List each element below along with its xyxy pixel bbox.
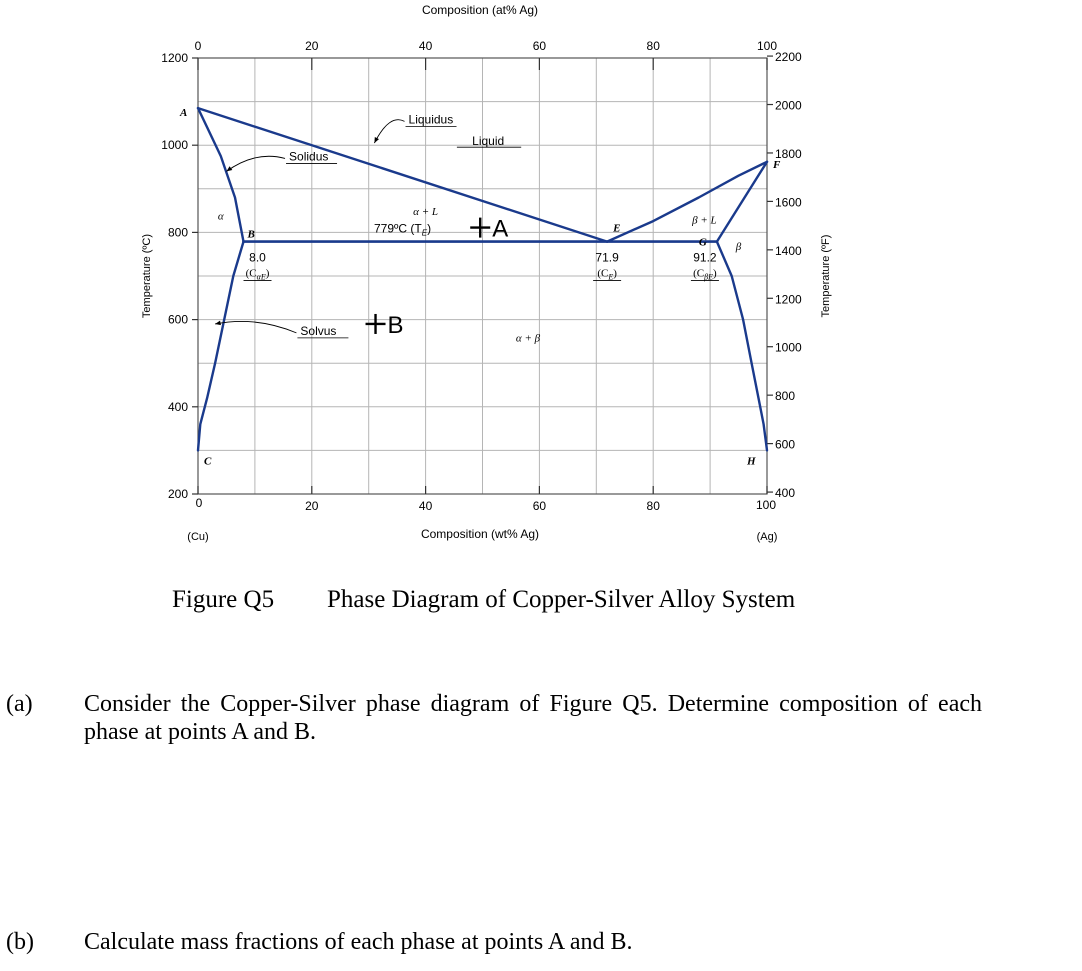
- x-end-label-ag: (Ag): [756, 531, 778, 543]
- y-right-tick-label: 2200: [775, 50, 802, 65]
- top-tick-label: 60: [532, 39, 547, 53]
- region-label: α + L: [413, 205, 439, 218]
- region-label: β: [735, 240, 742, 253]
- y-right-tick-label: 400: [775, 486, 796, 501]
- marker-label-b: B: [387, 311, 404, 339]
- annotation-arrowhead: [226, 166, 232, 171]
- x-end-label-cu: (Cu): [187, 531, 209, 543]
- composition-subscript-label: $(C_{\beta E})$: [693, 267, 717, 282]
- y-right-tick-label: 1000: [775, 340, 802, 355]
- y-right-tick-label: 2000: [775, 98, 802, 113]
- point-label-f: F: [773, 158, 781, 171]
- annotation-leader: [374, 120, 404, 143]
- point-label-a: A: [180, 107, 188, 120]
- annotation-liquidus: Liquidus: [408, 112, 454, 127]
- top-tick-label: 100: [756, 39, 778, 53]
- y-tick-label: 1000: [161, 138, 188, 153]
- annotation-leader: [215, 321, 296, 332]
- y-tick-label: 800: [167, 225, 188, 240]
- x-tick-label: 0: [195, 496, 203, 510]
- top-axis-title: Composition (at% Ag): [421, 3, 539, 17]
- point-label-g: G: [698, 236, 707, 249]
- composition-value: 8.0: [249, 250, 266, 265]
- figure-title: Phase Diagram of Copper-Silver Alloy System: [327, 586, 796, 613]
- question-a-label: (a): [6, 691, 33, 717]
- x-tick-label: 20: [305, 499, 319, 513]
- region-label: α: [217, 210, 224, 223]
- y-right-tick-label: 1400: [775, 243, 802, 258]
- x-tick-label: 100: [755, 498, 777, 512]
- question-b-label: (b): [6, 929, 34, 955]
- annotation-leader: [226, 156, 285, 171]
- annotation-arrowhead: [215, 321, 221, 326]
- point-label-c: C: [204, 455, 212, 468]
- question-b-text: Calculate mass fractions of each phase at points A and B.: [84, 929, 633, 955]
- curve-solvus-beta: [717, 242, 767, 451]
- eutectic-temperature-label: 779ºC $(T_E)$: [374, 221, 432, 238]
- y-tick-label: 1200: [161, 51, 188, 65]
- region-label: α + β: [515, 332, 541, 345]
- x-tick-label: 60: [532, 499, 547, 513]
- y-tick-label: 200: [167, 487, 188, 501]
- x-tick-label: 40: [418, 499, 433, 513]
- point-label-h: H: [747, 455, 756, 468]
- y-right-tick-label: 1800: [775, 146, 802, 161]
- question-a-text: Consider the Copper-Silver phase diagram of Figure Q5. Determine composition of each phase at points A and B.: [84, 691, 982, 745]
- top-tick-label: 20: [305, 39, 319, 53]
- composition-value: 91.2: [693, 250, 717, 265]
- curve-solvus-alpha: [198, 242, 244, 451]
- point-label-b: B: [247, 228, 255, 241]
- region-label: β + L: [692, 214, 717, 227]
- y-right-tick-label: 600: [775, 437, 796, 452]
- region-label: Liquid: [472, 134, 505, 149]
- annotation-solvus: Solvus: [300, 323, 337, 338]
- y-right-tick-label: 1600: [775, 195, 802, 210]
- x-tick-label: 80: [646, 499, 660, 513]
- top-tick-label: 80: [646, 39, 660, 53]
- marker-label-a: A: [492, 215, 509, 243]
- y-axis-title-right: Temperature (ºF): [820, 234, 832, 318]
- y-axis-title-left: Temperature (ºC): [141, 233, 153, 319]
- y-tick-label: 600: [167, 312, 188, 327]
- composition-subscript-label: $(C_{\alpha E})$: [245, 267, 270, 282]
- top-tick-label: 40: [418, 39, 433, 53]
- y-right-tick-label: 800: [775, 389, 796, 404]
- y-right-tick-label: 1200: [775, 292, 802, 307]
- composition-subscript-label: $(C_E)$: [597, 267, 617, 282]
- top-tick-label: 0: [194, 39, 202, 53]
- y-tick-label: 400: [167, 399, 188, 414]
- figure-number: Figure Q5: [172, 586, 275, 613]
- composition-value: 71.9: [595, 250, 619, 265]
- x-axis-title: Composition (wt% Ag): [420, 527, 540, 541]
- annotation-solidus: Solidus: [289, 149, 329, 164]
- point-label-e: E: [613, 222, 621, 235]
